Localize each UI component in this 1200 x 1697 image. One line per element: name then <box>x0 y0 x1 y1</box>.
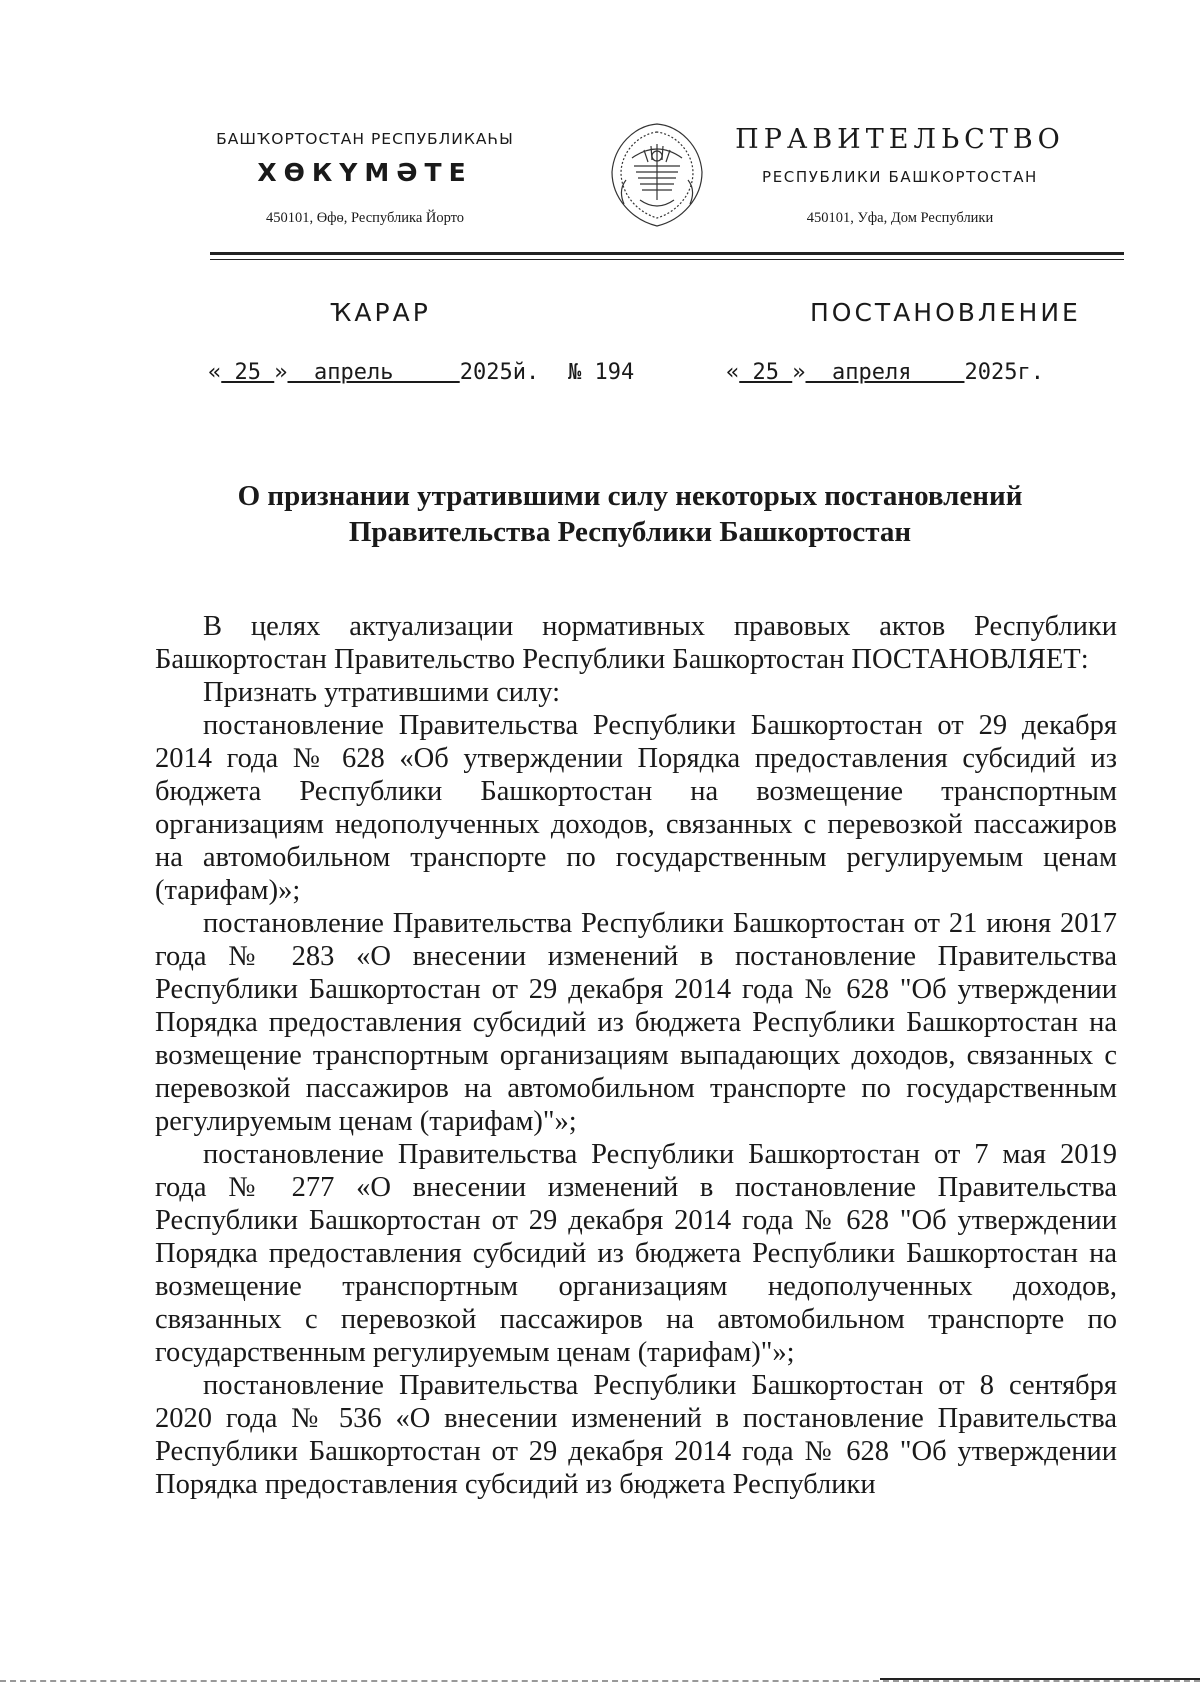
preamble-paragraph: В целях актуализации нормативных правовых актов Республики Башкортостан Правительство Республики Башкортостан ПОСТАНОВЛЯЕТ: <box>155 611 1117 675</box>
document-number: № 194 <box>568 360 635 385</box>
header-rule-thin <box>210 259 1124 260</box>
russian-government-title: ПРАВИТЕЛЬСТВО <box>735 124 1065 155</box>
date-bashkir <box>208 360 539 385</box>
repealed-item-1: постановление Правительства Республики Башкортостан от 29 декабря 2014 года № 628 «Об утверждении Порядка предоставления субсидий из бюджета Республики Башкортостан на возмещение транспортным организациям недополученных доходов, связанных с перевозкой пассажиров на автомобильном транспорте по государственным регулируемым ценам (тарифам)»; <box>155 710 1117 906</box>
date-russian <box>726 360 1044 385</box>
doc-type-bashkir: ҠАРАР <box>330 298 431 327</box>
date-russian-open-quote: « <box>726 360 740 385</box>
date-bashkir-day: 25 <box>234 360 261 385</box>
page-bottom-rule <box>880 1678 1200 1680</box>
date-bashkir-open-quote: « <box>208 360 222 385</box>
document-title-line-1: О признании утратившими силу некоторых постановлений <box>237 480 1023 512</box>
date-russian-year: 2025г. <box>964 360 1044 385</box>
declare-paragraph: Признать утратившими силу: <box>203 677 560 708</box>
doc-type-russian: ПОСТАНОВЛЕНИЕ <box>810 298 1081 327</box>
date-bashkir-year: 2025й. <box>459 360 540 385</box>
russian-republic-name: РЕСПУБЛИКИ БАШКОРТОСТАН <box>762 168 1038 186</box>
date-russian-day: 25 <box>752 360 779 385</box>
document-title <box>150 478 1110 550</box>
repealed-item-3: постановление Правительства Республики Башкортостан от 7 мая 2019 года № 277 «О внесении изменений в постановление Правительства Республики Башкортостан от 29 декабря 2014 года № 628 "Об утверждении Порядка предоставления субсидий из бюджета Республики Башкортостан на возмещение транспортным организациям недополученных доходов, связанных с перевозкой пассажиров на автомобильном транспорте по государственным регулируемым ценам (тарифам)"»; <box>155 1139 1117 1368</box>
bashkir-government-title: ХӨКҮМӘТЕ <box>257 158 473 187</box>
coat-of-arms-emblem <box>604 120 710 232</box>
document-title-line-2: Правительства Республики Башкортостан <box>348 516 912 548</box>
page-edge-line <box>0 1680 1200 1682</box>
russian-address: 450101, Уфа, Дом Республики <box>806 210 994 226</box>
header-rule-thick <box>210 252 1124 255</box>
date-russian-close-quote: » <box>792 360 806 385</box>
date-russian-month: апреля <box>832 360 912 385</box>
date-bashkir-month: апрель <box>314 360 394 385</box>
date-bashkir-close-quote: » <box>274 360 288 385</box>
bashkir-address: 450101, Өфө, Республика Йорто <box>265 210 465 226</box>
bashkir-republic-name: БАШҠОРТОСТАН РЕСПУБЛИКАҺЫ <box>216 130 514 148</box>
document-body <box>155 610 1117 1501</box>
repealed-item-2: постановление Правительства Республики Башкортостан от 21 июня 2017 года № 283 «О внесении изменений в постановление Правительства Республики Башкортостан от 29 декабря 2014 года № 628 "Об утверждении Порядка предоставления субсидий из бюджета Республики Башкортостан на возмещение транспортным организациям выпадающих доходов, связанных с перевозкой пассажиров на автомобильном транспорте по государственным регулируемым ценам (тарифам)"»; <box>155 908 1117 1137</box>
repealed-item-4: постановление Правительства Республики Башкортостан от 8 сентября 2020 года № 536 «О внесении изменений в постановление Правительства Республики Башкортостан от 29 декабря 2014 года № 628 "Об утверждении Порядка предоставления субсидий из бюджета Республики <box>155 1370 1117 1500</box>
